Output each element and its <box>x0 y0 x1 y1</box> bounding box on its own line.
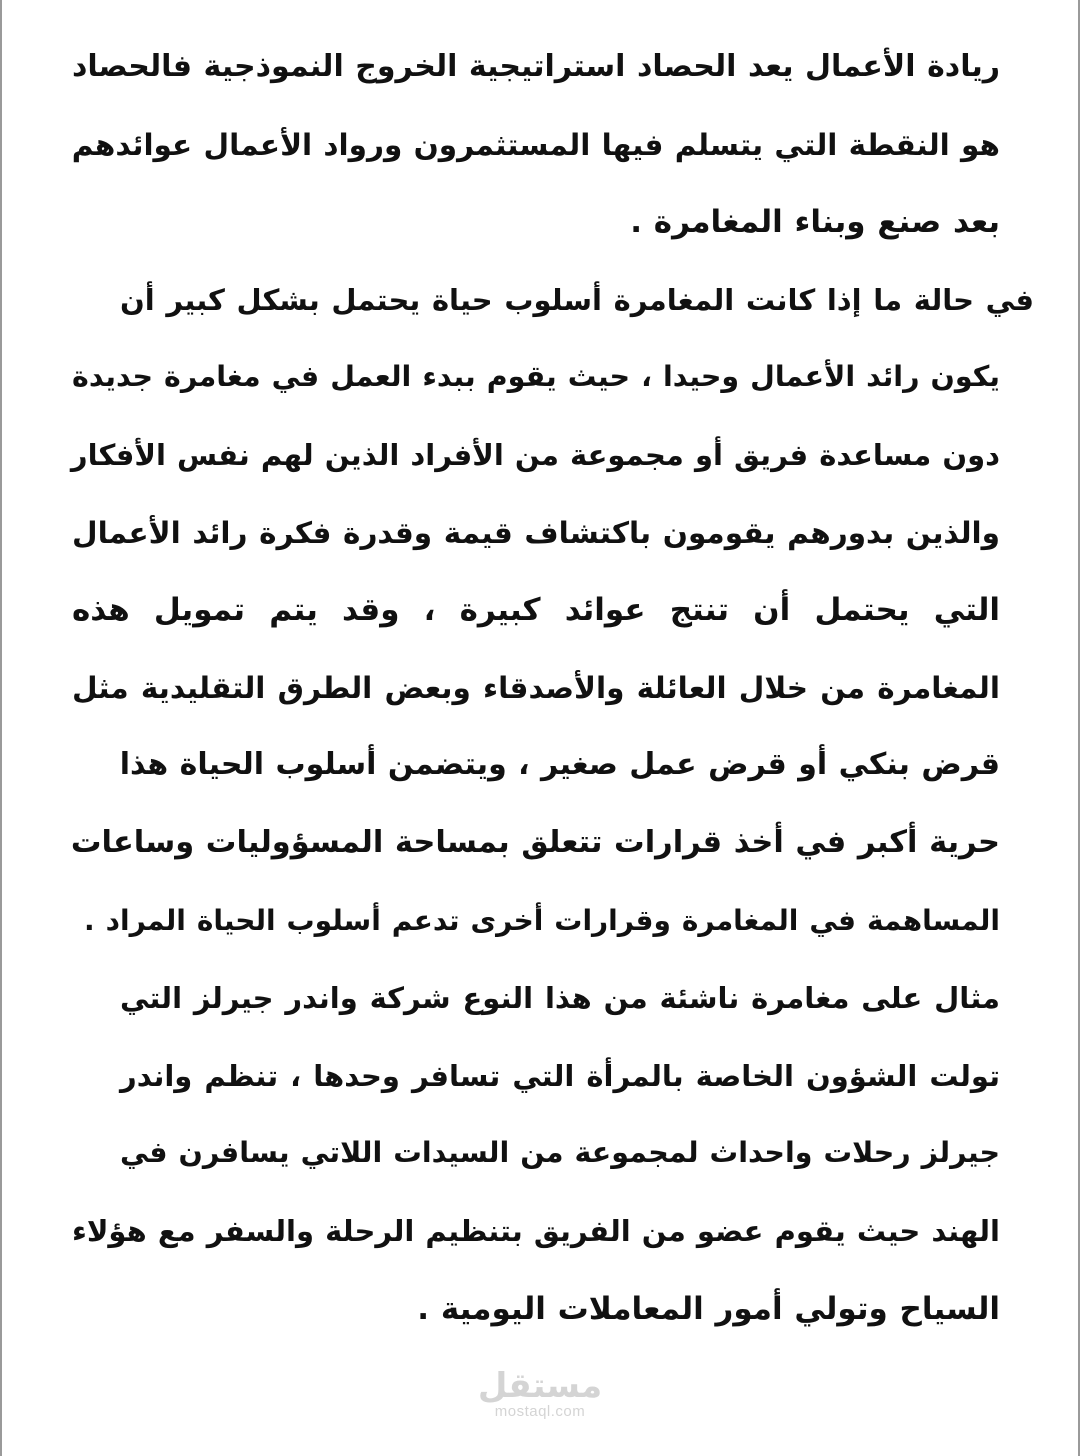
mostaql-watermark <box>460 1368 620 1420</box>
text-line-3: بعد صنع وبناء المغامرة . <box>630 204 1000 241</box>
text-line-4: في حالة ما إذا كانت المغامرة أسلوب حياة يحتمل بشكل كبير أن <box>120 282 1034 317</box>
text-line-10: قرض بنكي أو قرض عمل صغير ، ويتضمن أسلوب الحياة هذا <box>119 747 1000 783</box>
text-line-17: السياح وتولي أمور المعاملات اليومية . <box>417 1290 1000 1327</box>
text-line-11: حرية أكبر في أخذ قرارات تتعلق بمساحة المسؤوليات وساعات <box>70 824 1000 860</box>
watermark-url: mostaql.com <box>494 1403 586 1420</box>
text-line-8: التي يحتمل أن تنتج عوائد كبيرة ، وقد يتم تمويل هذه <box>72 592 1000 629</box>
text-line-5: يكون رائد الأعمال وحيدا ، حيث يقوم ببدء العمل في مغامرة جديدة <box>72 360 1000 394</box>
text-line-14: تولت الشؤون الخاصة بالمرأة التي تسافر وحدها ، تنظم واندر <box>120 1058 1000 1093</box>
text-line-6: دون مساعدة فريق أو مجموعة من الأفراد الذين لهم نفس الأفكار <box>70 437 1000 472</box>
text-line-1: ريادة الأعمال يعد الحصاد استراتيجية الخروج النموذجية فالحصاد <box>72 49 1000 84</box>
text-line-16: الهند حيث يقوم عضو من الفريق بتنظيم الرحلة والسفر مع هؤلاء <box>72 1213 1000 1248</box>
page-left-edge <box>0 0 2 1456</box>
text-line-13: مثال على مغامرة ناشئة من هذا النوع شركة واندر جيرلز التي <box>120 981 1000 1016</box>
text-line-12: المساهمة في المغامرة وقرارات أخرى تدعم أسلوب الحياة المراد . <box>84 903 1000 937</box>
watermark-logo-text: مستقل <box>477 1366 603 1406</box>
text-line-7: والذين بدورهم يقومون باكتشاف قيمة وقدرة فكرة رائد الأعمال <box>72 515 1000 550</box>
text-line-15: جيرلز رحلات واحداث لمجموعة من السيدات اللاتي يسافرن في <box>120 1136 1000 1170</box>
text-line-2: هو النقطة التي يتسلم فيها المستثمرون ورواد الأعمال عوائدهم <box>71 127 1000 162</box>
text-line-9: المغامرة من خلال العائلة والأصدقاء وبعض الطرق التقليدية مثل <box>72 670 1000 705</box>
arabic-text-body <box>70 34 1034 1353</box>
